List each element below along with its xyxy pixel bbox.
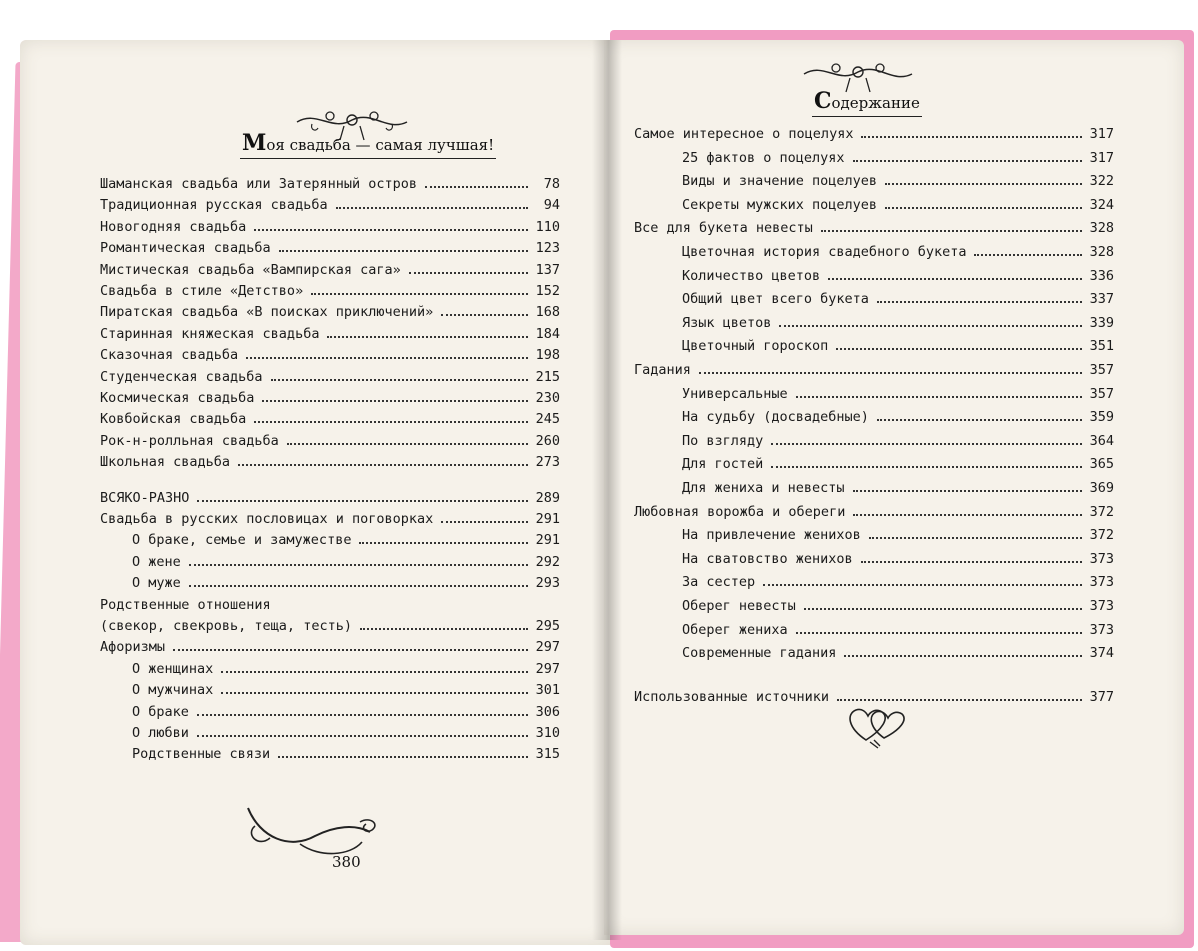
header-initial: М [242, 130, 267, 156]
toc-entry [100, 369, 560, 391]
toc-leader-dots [885, 182, 1082, 185]
toc-entry-title: Студенческая свадьба [100, 368, 263, 385]
toc-entry [100, 219, 560, 241]
toc-entry-title: Все для букета невесты [634, 220, 813, 237]
toc-entry-page: 215 [535, 368, 560, 385]
toc-entry-title: Родственные отношения [100, 596, 271, 613]
toc-entry-title: Секреты мужских поцелуев [682, 196, 878, 213]
toc-entry-page: 351 [1089, 338, 1114, 355]
toc-entry [100, 454, 560, 476]
toc-leader-dots [853, 159, 1082, 162]
toc-entry-title: Старинная княжеская свадьба [100, 325, 320, 342]
toc-entry-page: 291 [535, 532, 560, 549]
toc-entry-page: 373 [1089, 621, 1114, 638]
toc-entry [132, 532, 560, 554]
toc-entry [100, 283, 560, 305]
toc-leader-dots [246, 356, 528, 359]
toc-entry-title: Оберег жениха [682, 621, 788, 638]
toc-entry [634, 504, 1114, 526]
toc-entry-page: 293 [535, 575, 560, 592]
toc-leader-dots [828, 277, 1082, 280]
toc-entry [100, 326, 560, 348]
toc-leader-dots [844, 654, 1082, 657]
toc-entry-page: 372 [1089, 527, 1114, 544]
toc-entry-page: 245 [535, 411, 560, 428]
toc-entry-page: 94 [543, 197, 560, 214]
toc-entry-page: 336 [1089, 267, 1114, 284]
toc-entry-title: Шаманская свадьба или Затерянный остров [100, 176, 417, 192]
toc-entry-title: Язык цветов [682, 314, 772, 331]
toc-entry-page: 168 [535, 304, 560, 321]
toc-leader-dots [804, 607, 1082, 610]
toc-entry [132, 554, 560, 576]
toc-entry [132, 704, 560, 726]
toc-leader-dots [189, 563, 528, 566]
toc-entry-page: 297 [535, 639, 560, 656]
toc-entry-page: 359 [1089, 409, 1114, 426]
toc-entry-title: Гадания [634, 362, 691, 378]
toc-entry-page: 373 [1089, 574, 1114, 591]
toc-entry-page: 357 [1089, 362, 1114, 378]
toc-entry-page: 337 [1089, 291, 1114, 308]
toc-entry-title: Школьная свадьба [100, 454, 231, 471]
toc-entry [100, 240, 560, 262]
toc-leader-dots [441, 520, 528, 523]
toc-entry [682, 197, 1114, 219]
toc-entry-title: (свекор, свекровь, теща, тесть) [100, 618, 352, 634]
toc-entry-title: По взгляду [682, 432, 764, 449]
toc-leader-dots [441, 313, 528, 316]
toc-leader-dots [771, 465, 1082, 468]
header-initial: С [814, 88, 832, 114]
toc-entry-title: Любовная ворожба и обереги [634, 503, 846, 520]
toc-entry [682, 598, 1114, 620]
page-number: 380 [332, 853, 361, 871]
toc-entry [682, 433, 1114, 455]
toc-entry-title: Самое интересное о поцелуях [634, 126, 854, 142]
toc-leader-dots [327, 335, 528, 338]
toc-leader-dots [262, 399, 528, 402]
toc-entry-page: 310 [535, 725, 560, 741]
toc-entry [682, 645, 1114, 667]
toc-entry-page: 295 [535, 618, 560, 634]
toc-entry [132, 725, 560, 747]
toc-entry [682, 574, 1114, 596]
flourish-icon [230, 798, 390, 860]
page-header-title [240, 130, 496, 159]
toc-entry-page: 292 [535, 553, 560, 570]
toc-entry-title: Родственные связи [132, 746, 271, 763]
toc-entry [634, 362, 1114, 384]
toc-entry-page: 369 [1089, 480, 1114, 496]
toc-entry [100, 433, 560, 455]
toc-entry-page: 357 [1089, 385, 1114, 402]
toc-entry [682, 268, 1114, 290]
toc-entry-page: 324 [1089, 196, 1114, 213]
toc-entry [682, 244, 1114, 266]
toc-entry-title: Свадьба в стиле «Детство» [100, 283, 304, 299]
toc-entry [100, 197, 560, 219]
toc-leader-dots [336, 206, 528, 209]
toc-leader-dots [796, 631, 1082, 634]
toc-entry-title: Количество цветов [682, 267, 821, 284]
toc-leader-dots [271, 378, 528, 381]
toc-entry [682, 456, 1114, 478]
toc-entry-title: Ковбойская свадьба [100, 411, 247, 428]
toc-entry-page: 317 [1089, 126, 1114, 142]
toc-entry-title: На судьбу (досвадебные) [682, 409, 869, 426]
toc-entry-title: Использованные источники [634, 688, 830, 705]
toc-leader-dots [861, 560, 1082, 563]
toc-entry [682, 338, 1114, 360]
toc-entry-page: 339 [1089, 314, 1114, 331]
toc-entry-page: 123 [535, 240, 560, 257]
toc-entry-title: О любви [132, 725, 189, 741]
toc-entry-page: 78 [543, 176, 560, 192]
toc-entry [132, 575, 560, 597]
toc-leader-dots [821, 229, 1082, 232]
toc-entry [132, 661, 560, 683]
toc-leader-dots [877, 418, 1082, 421]
right-page [604, 40, 1184, 935]
toc-entry [100, 176, 560, 198]
toc-entry-page: 110 [535, 218, 560, 235]
toc-entry-page: 317 [1089, 149, 1114, 166]
toc-entry [100, 618, 560, 640]
toc-leader-dots [287, 442, 528, 445]
toc-leader-dots [238, 463, 528, 466]
toc-leader-dots [359, 541, 528, 544]
toc-entry-title: Оберег невесты [682, 598, 796, 614]
toc-leader-dots [278, 755, 528, 758]
toc-entry-title: Традиционная русская свадьба [100, 197, 328, 214]
toc-entry-title: Цветочная история свадебного букета [682, 244, 967, 260]
toc-leader-dots [409, 271, 528, 274]
toc-entry-title: Пиратская свадьба «В поисках приключений» [100, 304, 434, 321]
left-page [20, 40, 610, 945]
toc-entry-page: 184 [535, 325, 560, 342]
toc-entry [100, 490, 560, 512]
toc-leader-dots [869, 536, 1082, 539]
toc-leader-dots [254, 228, 528, 231]
toc-leader-dots [197, 713, 528, 716]
toc-entry [100, 262, 560, 284]
toc-entry-title: О браке, семье и замужестве [132, 532, 352, 549]
toc-leader-dots [279, 249, 528, 252]
toc-leader-dots [853, 513, 1082, 516]
toc-entry-title: О жене [132, 553, 181, 570]
toc-entry [132, 746, 560, 768]
header-rest: оя свадьба — самая лучшая! [266, 136, 495, 154]
toc-entry-title: На привлечение женихов [682, 527, 861, 544]
toc-leader-dots [197, 499, 528, 502]
toc-entry-title: Универсальные [682, 385, 788, 402]
toc-entry-page: 289 [535, 489, 560, 506]
toc-leader-dots [885, 206, 1082, 209]
toc-entry-page: 374 [1089, 645, 1114, 662]
toc-entry-title: Романтическая свадьба [100, 240, 271, 257]
toc-entry-title: Виды и значение поцелуев [682, 173, 878, 190]
toc-leader-dots [360, 627, 528, 630]
toc-entry-page: 365 [1089, 456, 1114, 473]
toc-entry-title: Мистическая свадьба «Вампирская сага» [100, 261, 401, 278]
hearts-icon [844, 700, 910, 750]
toc-leader-dots [254, 420, 528, 423]
toc-entry-page: 315 [535, 746, 560, 763]
toc-entry-title: Общий цвет всего букета [682, 291, 869, 308]
toc-entry-page: 306 [535, 703, 560, 720]
toc-entry [682, 150, 1114, 172]
toc-entry [682, 291, 1114, 313]
toc-entry-page: 301 [535, 682, 560, 699]
toc-leader-dots [197, 734, 528, 737]
toc-entry-title: О мужчинах [132, 682, 214, 699]
toc-entry-title: На сватовство женихов [682, 550, 853, 567]
toc-entry [100, 511, 560, 533]
toc-entry-title: О муже [132, 575, 181, 592]
toc-entry [682, 315, 1114, 337]
toc-leader-dots [877, 300, 1082, 303]
toc-leader-dots [173, 648, 528, 651]
toc-entry-title: О женщинах [132, 660, 214, 677]
toc-entry [100, 347, 560, 369]
toc-entry-page: 377 [1089, 688, 1114, 705]
toc-entry [100, 390, 560, 412]
toc-entry-page: 273 [535, 454, 560, 471]
toc-entry [682, 409, 1114, 431]
toc-entry-title: Свадьба в русских пословицах и поговорках [100, 511, 434, 527]
toc-leader-dots [425, 185, 528, 188]
toc-entry-title: Сказочная свадьба [100, 347, 239, 364]
toc-leader-dots [836, 347, 1082, 350]
toc-leader-dots [861, 135, 1082, 138]
toc-entry [100, 304, 560, 326]
toc-entry-page: 137 [535, 261, 560, 278]
toc-entry-page: 230 [535, 390, 560, 406]
toc-entry-title: ВСЯКО-РАЗНО [100, 489, 190, 506]
book-spine-shadow [592, 40, 622, 940]
toc-entry-title: О браке [132, 703, 189, 720]
toc-leader-dots [853, 489, 1082, 492]
toc-leader-dots [311, 292, 528, 295]
toc-leader-dots [221, 691, 528, 694]
toc-leader-dots [771, 442, 1082, 445]
toc-entry-title: 25 фактов о поцелуях [682, 149, 845, 166]
toc-entry-page: 291 [535, 511, 560, 527]
toc-entry-title: Для гостей [682, 456, 764, 473]
toc-entry [682, 527, 1114, 549]
toc-entry [100, 411, 560, 433]
header-rest: одержание [831, 94, 920, 112]
toc-leader-dots [221, 670, 528, 673]
toc-entry-title: Новогодняя свадьба [100, 218, 247, 235]
toc-entry [100, 597, 560, 619]
toc-entry-page: 364 [1089, 432, 1114, 449]
page-header-title [812, 88, 922, 117]
toc-entry-page: 322 [1089, 173, 1114, 190]
toc-leader-dots [699, 371, 1082, 374]
toc-entry-title: Рок-н-ролльная свадьба [100, 432, 279, 449]
toc-entry-page: 328 [1089, 220, 1114, 237]
toc-leader-dots [796, 395, 1082, 398]
toc-leader-dots [974, 253, 1082, 256]
toc-entry-page: 198 [535, 347, 560, 364]
toc-entry [100, 639, 560, 661]
toc-entry-page: 373 [1089, 550, 1114, 567]
toc-leader-dots [779, 324, 1082, 327]
toc-entry [682, 386, 1114, 408]
toc-leader-dots [763, 583, 1082, 586]
toc-entry [682, 551, 1114, 573]
toc-entry-title: За сестер [682, 574, 756, 591]
toc-entry [634, 126, 1114, 148]
toc-entry [682, 622, 1114, 644]
toc-entry-page: 373 [1089, 598, 1114, 614]
toc-entry-title: Для жениха и невесты [682, 480, 845, 496]
toc-entry [634, 220, 1114, 242]
toc-entry [682, 173, 1114, 195]
toc-leader-dots [189, 584, 528, 587]
toc-entry [132, 682, 560, 704]
toc-entry-page: 372 [1089, 503, 1114, 520]
toc-entry [682, 480, 1114, 502]
toc-entry-title: Современные гадания [682, 645, 837, 662]
toc-entry-title: Афоризмы [100, 639, 166, 656]
toc-entry-page: 328 [1089, 244, 1114, 260]
toc-entry-page: 260 [535, 432, 560, 449]
toc-entry-title: Космическая свадьба [100, 390, 255, 406]
toc-entry-page: 152 [535, 283, 560, 299]
toc-entry-page: 297 [535, 660, 560, 677]
toc-entry-title: Цветочный гороскоп [682, 338, 829, 355]
